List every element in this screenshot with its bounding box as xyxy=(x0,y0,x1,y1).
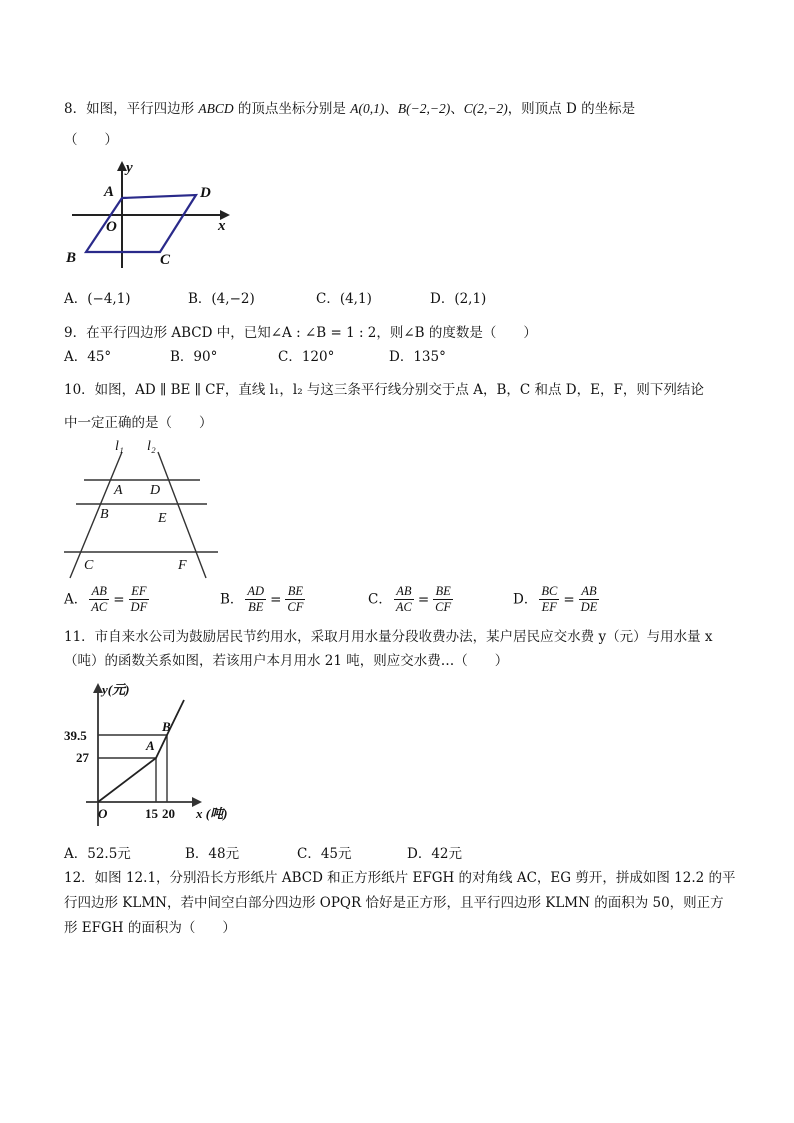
q11-option-b[interactable]: B．48元 xyxy=(185,846,240,862)
q10-option-b-frac2: $\frac{BE}{CF}$ xyxy=(287,584,304,614)
q9-option-d[interactable]: D．135° xyxy=(389,349,446,365)
q10-option-a[interactable]: A． $\frac{AB}{AC}$ = $\frac{EF}{DF}$ xyxy=(64,584,148,614)
q11-stem-line1: 11．市自来水公司为鼓励居民节约用水，采取月用水量分段收费办法，某户居民应交水费 y（元）与用水量 x xyxy=(64,629,713,645)
q8-sep-2: 、 xyxy=(450,101,464,117)
q10-label-e: E xyxy=(158,511,167,526)
q8-option-d[interactable]: D．(2,1) xyxy=(430,291,487,307)
q8-answer-paren: （ ） xyxy=(64,132,118,148)
q11-tick-27: 27 xyxy=(76,750,89,765)
q8-point-c: C(2,−2) xyxy=(463,101,508,116)
q10-label-c: C xyxy=(84,558,94,573)
q10-label-d: D xyxy=(150,483,161,498)
q9-option-c[interactable]: C．120° xyxy=(278,349,335,365)
q8-label-o: O xyxy=(106,219,117,235)
q8-parallelogram xyxy=(86,195,196,252)
q10-label-l2: l₂ xyxy=(147,439,156,454)
q8-label-c: C xyxy=(160,252,171,268)
q10-option-d[interactable]: D． $\frac{BC}{EF}$ = $\frac{AB}{DE}$ xyxy=(513,584,598,614)
q8-stem xyxy=(64,100,635,118)
q8-sep-1: 、 xyxy=(384,101,398,117)
q10-option-a-frac2: $\frac{EF}{DF}$ xyxy=(130,584,148,614)
q11-function-graph xyxy=(98,700,184,802)
q11-label-a: A xyxy=(146,738,155,753)
q8-option-b[interactable]: B．(4,−2) xyxy=(188,291,255,307)
q10-stem-line1: 10．如图，AD ∥ BE ∥ CF，直线 l₁，l₂ 与这三条平行线分别交于点 A，B，C 和点 D，E，F，则下列结论 xyxy=(64,382,704,398)
q10-option-d-frac2: $\frac{AB}{DE}$ xyxy=(580,584,598,614)
q8-label-d: D xyxy=(200,185,211,201)
q8-shape-name: ABCD xyxy=(198,101,234,116)
q11-tick-15: 15 xyxy=(145,806,158,821)
q11-tick-39-5: 39.5 xyxy=(64,728,87,743)
q9-option-b[interactable]: B．90° xyxy=(170,349,218,365)
q10-label-f: F xyxy=(178,558,187,573)
q9-option-a[interactable]: A．45° xyxy=(64,349,112,365)
q8-figure xyxy=(62,158,234,270)
q11-label-o: O xyxy=(98,806,108,821)
q8-label-b: B xyxy=(66,250,77,266)
q10-option-c-letter: C． xyxy=(368,591,392,608)
q8-stem-b: 的顶点坐标分别是 xyxy=(233,101,351,117)
q11-xlabel: x (吨) xyxy=(196,806,228,821)
q10-option-c[interactable]: C． $\frac{AB}{AC}$ = $\frac{BE}{CF}$ xyxy=(368,584,452,614)
q10-option-d-letter: D． xyxy=(513,591,538,608)
q10-stem-line2: 中一定正确的是（ ） xyxy=(64,415,213,431)
q8-label-y: y xyxy=(126,160,133,176)
q10-label-l1: l₁ xyxy=(115,439,124,454)
q8-point-b: B(−2,−2) xyxy=(397,101,451,116)
q10-figure xyxy=(62,438,220,580)
q10-label-b: B xyxy=(100,507,109,522)
q8-point-a: A(0,1) xyxy=(350,101,385,116)
q8-stem-a: 8．如图，平行四边形 xyxy=(64,101,199,117)
q8-option-a[interactable]: A．(−4,1) xyxy=(64,291,131,307)
q11-option-d[interactable]: D．42元 xyxy=(407,846,463,862)
q10-option-b-letter: B． xyxy=(220,591,244,608)
q10-line-l1 xyxy=(70,452,122,578)
q10-option-c-frac2: $\frac{BE}{CF}$ xyxy=(435,584,452,614)
q11-tick-20: 20 xyxy=(162,806,175,821)
q11-label-b: B xyxy=(162,719,171,734)
q10-option-a-frac1: $\frac{AB}{AC}$ xyxy=(91,584,108,614)
q9-stem: 9．在平行四边形 ABCD 中，已知∠A : ∠B = 1 : 2，则∠B 的度数是（ ） xyxy=(64,325,537,341)
q11-option-a[interactable]: A．52.5元 xyxy=(64,846,131,862)
q10-option-d-frac1: $\frac{BC}{EF}$ xyxy=(541,584,558,614)
q12-stem-line1: 12．如图 12.1，分别沿长方形纸片 ABCD 和正方形纸片 EFGH 的对角线 AC，EG 剪开，拼成如图 12.2 的平 xyxy=(64,870,736,886)
q11-option-c[interactable]: C．45元 xyxy=(297,846,352,862)
q8-stem-c: ，则顶点 D 的坐标是 xyxy=(507,101,636,117)
q10-option-b-frac1: $\frac{AD}{BE}$ xyxy=(247,584,265,614)
q10-option-b[interactable]: B． $\frac{AD}{BE}$ = $\frac{BE}{CF}$ xyxy=(220,584,304,614)
q10-label-a: A xyxy=(114,483,123,498)
q8-label-x: x xyxy=(218,218,226,234)
q11-figure xyxy=(62,678,252,830)
q12-stem-line2: 行四边形 KLMN，若中间空白部分四边形 OPQR 恰好是正方形，且平行四边形 KLMN 的面积为 50，则正方 xyxy=(64,895,724,911)
q11-ylabel: y(元) xyxy=(102,682,130,697)
q8-label-a: A xyxy=(104,184,115,200)
q10-option-c-frac1: $\frac{AB}{AC}$ xyxy=(395,584,412,614)
q8-option-c[interactable]: C．(4,1) xyxy=(316,291,372,307)
q10-option-a-letter: A． xyxy=(64,591,88,608)
q11-stem-line2: （吨）的函数关系如图，若该用户本月用水 21 吨，则应交水费…（ ） xyxy=(64,653,509,669)
q12-stem-line3: 形 EFGH 的面积为（ ） xyxy=(64,920,236,936)
